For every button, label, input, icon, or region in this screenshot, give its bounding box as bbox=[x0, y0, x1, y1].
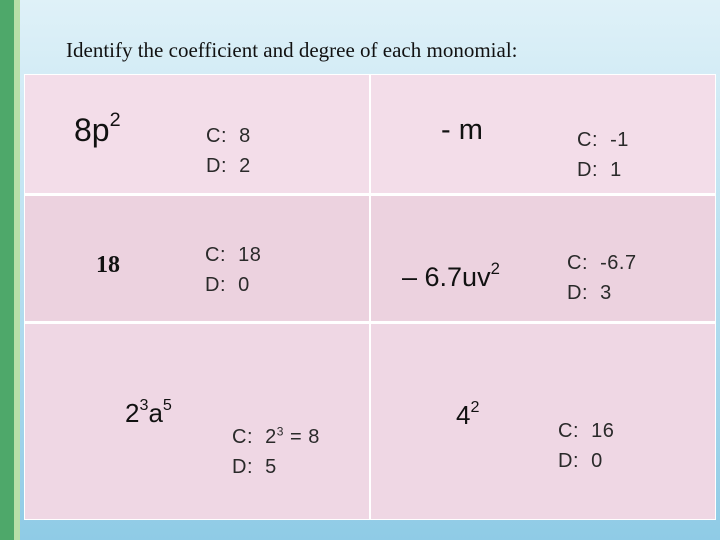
left-accent-bar-light bbox=[14, 0, 20, 540]
monomial-expression: 18 bbox=[96, 252, 120, 278]
degree-value: 2 bbox=[239, 155, 251, 177]
coefficient-label: C: bbox=[205, 244, 226, 266]
degree-label: D: bbox=[206, 155, 227, 177]
coefficient-value: -1 bbox=[610, 129, 629, 151]
coefficient-label: C: bbox=[558, 420, 579, 442]
monomial-expression: $8p^2$ bbox=[74, 109, 121, 148]
coefficient-value: 16 bbox=[591, 420, 615, 442]
coefficient-value: $2^3 = 8$ bbox=[265, 424, 320, 448]
degree-value: 3 bbox=[600, 282, 612, 304]
degree-label: D: bbox=[232, 456, 253, 478]
coefficient-label: C: bbox=[232, 426, 253, 448]
degree-value: 5 bbox=[265, 456, 277, 478]
degree-label: D: bbox=[577, 159, 598, 181]
degree-label: D: bbox=[205, 274, 226, 296]
table-cell bbox=[371, 75, 715, 193]
degree-label: D: bbox=[558, 450, 579, 472]
left-accent-bar bbox=[0, 0, 14, 540]
coefficient-value: -6.7 bbox=[600, 252, 637, 274]
answer-block bbox=[232, 422, 320, 482]
answer-block bbox=[567, 248, 637, 308]
table-cell bbox=[371, 196, 715, 321]
answer-block bbox=[558, 416, 614, 476]
answer-block bbox=[577, 125, 629, 185]
degree-value: 0 bbox=[591, 450, 603, 472]
monomial-expression: $4^2$ bbox=[456, 397, 480, 430]
degree-value: 0 bbox=[238, 274, 250, 296]
coefficient-label: C: bbox=[567, 252, 588, 274]
coefficient-label: C: bbox=[577, 129, 598, 151]
slide-title: Identify the coefficient and degree of each monomial: bbox=[66, 38, 518, 62]
degree-value: 1 bbox=[610, 159, 622, 181]
monomial-expression: - m bbox=[441, 114, 483, 146]
table-cell bbox=[25, 196, 369, 321]
degree-label: D: bbox=[567, 282, 588, 304]
monomial-expression: – $6.7uv^2$ bbox=[402, 258, 500, 292]
coefficient-label: C: bbox=[206, 125, 227, 147]
monomial-expression: $2^3a^5$ bbox=[125, 395, 172, 428]
table-cell bbox=[371, 324, 715, 519]
answer-block bbox=[205, 240, 261, 300]
coefficient-value: 8 bbox=[239, 125, 251, 147]
coefficient-value: 18 bbox=[238, 244, 262, 266]
answer-block bbox=[206, 121, 251, 181]
